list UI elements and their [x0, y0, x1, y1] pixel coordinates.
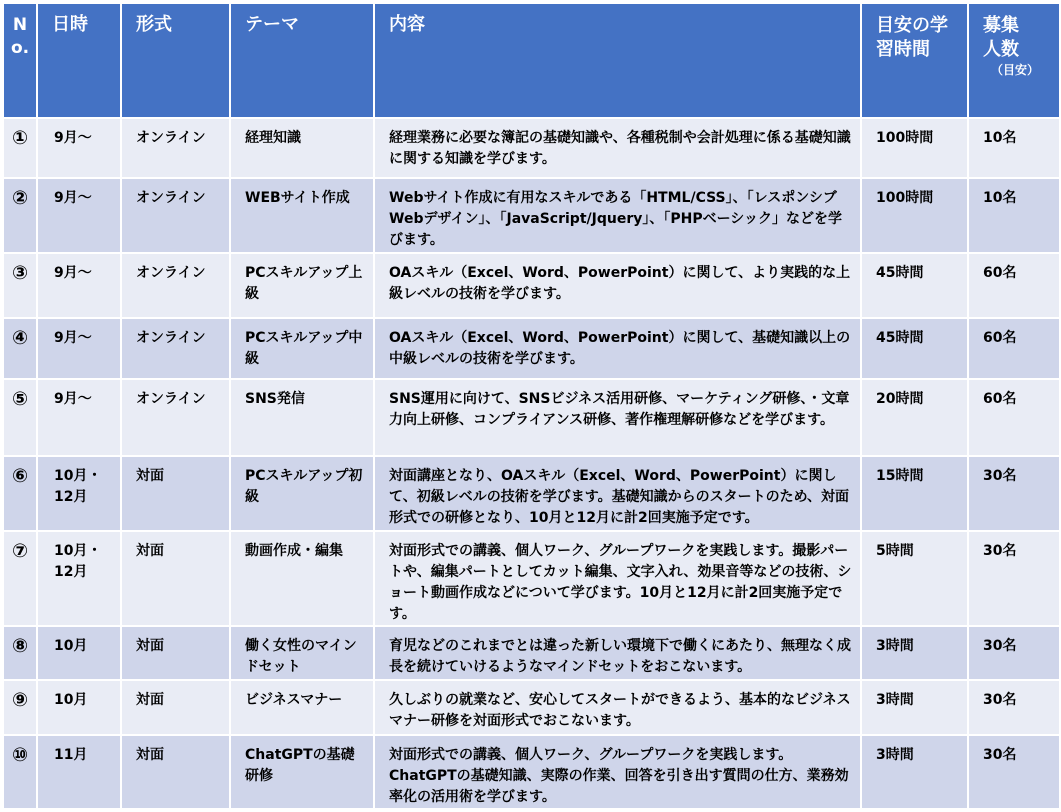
row-no: ④: [3, 318, 37, 379]
row-date: 9月～: [37, 118, 121, 178]
row-format: オンライン: [121, 178, 230, 253]
header-no-text: No.: [11, 15, 30, 58]
row-hours: 20時間: [861, 379, 968, 456]
row-content: 経理業務に必要な簿記の基礎知識や、各種税制や会計処理に係る基礎知識に関する知識を学びます。: [374, 118, 861, 178]
header-content: 内容: [374, 3, 861, 118]
table-row: [3, 626, 1060, 680]
row-hours: 45時間: [861, 253, 968, 318]
table-row: [3, 379, 1060, 456]
row-date: 9月～: [37, 318, 121, 379]
row-content: 対面講座となり、OAスキル（Excel、Word、PowerPoint）に関して、初級レベルの技術を学びます。基礎知識からのスタートのため、対面形式での研修となり、10月と12月に計2回実施予定です。: [374, 456, 861, 531]
row-date: 10月・12月: [37, 531, 121, 626]
row-no: ①: [3, 118, 37, 178]
row-theme: 経理知識: [230, 118, 374, 178]
row-theme: 動画作成・編集: [230, 531, 374, 626]
header-capacity-note: （目安）: [991, 63, 1040, 77]
row-theme: PCスキルアップ初級: [230, 456, 374, 531]
row-format: オンライン: [121, 318, 230, 379]
header-format: 形式: [121, 3, 230, 118]
row-no: ⑨: [3, 680, 37, 735]
row-theme: ビジネスマナー: [230, 680, 374, 735]
row-format: オンライン: [121, 379, 230, 456]
row-date: 10月: [37, 626, 121, 680]
table-row: [3, 680, 1060, 735]
row-capacity: 60名: [968, 379, 1060, 456]
row-format: 対面: [121, 456, 230, 531]
header-no: [3, 3, 37, 118]
row-capacity: 30名: [968, 531, 1060, 626]
row-date: 9月～: [37, 379, 121, 456]
row-hours: 3時間: [861, 680, 968, 735]
table-row: [3, 118, 1060, 178]
training-schedule-table: [2, 2, 1061, 810]
row-theme: WEBサイト作成: [230, 178, 374, 253]
row-content: 久しぶりの就業など、安心してスタートができるよう、基本的なビジネスマナー研修を対面形式でおこないます。: [374, 680, 861, 735]
row-format: オンライン: [121, 118, 230, 178]
row-format: 対面: [121, 626, 230, 680]
table-row: [3, 735, 1060, 809]
row-date: 9月～: [37, 178, 121, 253]
row-no: ⑩: [3, 735, 37, 809]
row-capacity: 60名: [968, 318, 1060, 379]
row-date: 10月: [37, 680, 121, 735]
row-capacity: 30名: [968, 456, 1060, 531]
row-theme: PCスキルアップ中級: [230, 318, 374, 379]
row-content: OAスキル（Excel、Word、PowerPoint）に関して、より実践的な上級レベルの技術を学びます。: [374, 253, 861, 318]
row-content: 育児などのこれまでとは違った新しい環境下で働くにあたり、無理なく成長を続けていけるようなマインドセットをおこないます。: [374, 626, 861, 680]
row-no: ⑧: [3, 626, 37, 680]
row-theme: 働く女性のマインドセット: [230, 626, 374, 680]
row-capacity: 30名: [968, 735, 1060, 809]
row-capacity: 60名: [968, 253, 1060, 318]
row-format: 対面: [121, 735, 230, 809]
table-body: [3, 118, 1060, 809]
row-format: 対面: [121, 531, 230, 626]
row-no: ⑥: [3, 456, 37, 531]
row-hours: 3時間: [861, 735, 968, 809]
row-content: Webサイト作成に有用なスキルである「HTML/CSS」、「レスポンシブWebデザイン」、「JavaScript/Jquery」、「PHPベーシック」などを学びます。: [374, 178, 861, 253]
row-hours: 3時間: [861, 626, 968, 680]
row-theme: ChatGPTの基礎研修: [230, 735, 374, 809]
table-row: [3, 456, 1060, 531]
row-capacity: 10名: [968, 118, 1060, 178]
row-theme: SNS発信: [230, 379, 374, 456]
row-no: ②: [3, 178, 37, 253]
row-capacity: 10名: [968, 178, 1060, 253]
row-date: 11月: [37, 735, 121, 809]
row-hours: 100時間: [861, 118, 968, 178]
header-hours-text: 目安の学習時間: [876, 15, 948, 60]
row-content: 対面形式での講義、個人ワーク、グループワークを実践します。撮影パートや、編集パートとしてカット編集、文字入れ、効果音等などの技術、ショート動画作成などについて学びます。10月と12月に計2回実施予定です。: [374, 531, 861, 626]
row-date: 10月・12月: [37, 456, 121, 531]
row-hours: 100時間: [861, 178, 968, 253]
header-theme: テーマ: [230, 3, 374, 118]
table-row: [3, 318, 1060, 379]
table-row: [3, 178, 1060, 253]
table-row: [3, 531, 1060, 626]
row-format: オンライン: [121, 253, 230, 318]
row-hours: 45時間: [861, 318, 968, 379]
row-no: ⑤: [3, 379, 37, 456]
row-content: OAスキル（Excel、Word、PowerPoint）に関して、基礎知識以上の中級レベルの技術を学びます。: [374, 318, 861, 379]
row-content: 対面形式での講義、個人ワーク、グループワークを実践します。ChatGPTの基礎知識、実際の作業、回答を引き出す質問の仕方、業務効率化の活用術を学びます。: [374, 735, 861, 809]
header-row: [3, 3, 1060, 118]
table-row: [3, 253, 1060, 318]
row-capacity: 30名: [968, 626, 1060, 680]
header-capacity: [968, 3, 1060, 118]
row-no: ③: [3, 253, 37, 318]
header-hours: [861, 3, 968, 118]
row-no: ⑦: [3, 531, 37, 626]
header-date: 日時: [37, 3, 121, 118]
row-hours: 5時間: [861, 531, 968, 626]
row-hours: 15時間: [861, 456, 968, 531]
row-content: SNS運用に向けて、SNSビジネス活用研修、マーケティング研修、・文章力向上研修、コンプライアンス研修、著作権理解研修などを学びます。: [374, 379, 861, 456]
row-capacity: 30名: [968, 680, 1060, 735]
row-format: 対面: [121, 680, 230, 735]
row-date: 9月～: [37, 253, 121, 318]
row-theme: PCスキルアップ上級: [230, 253, 374, 318]
header-capacity-text: 募集人数: [983, 15, 1019, 60]
